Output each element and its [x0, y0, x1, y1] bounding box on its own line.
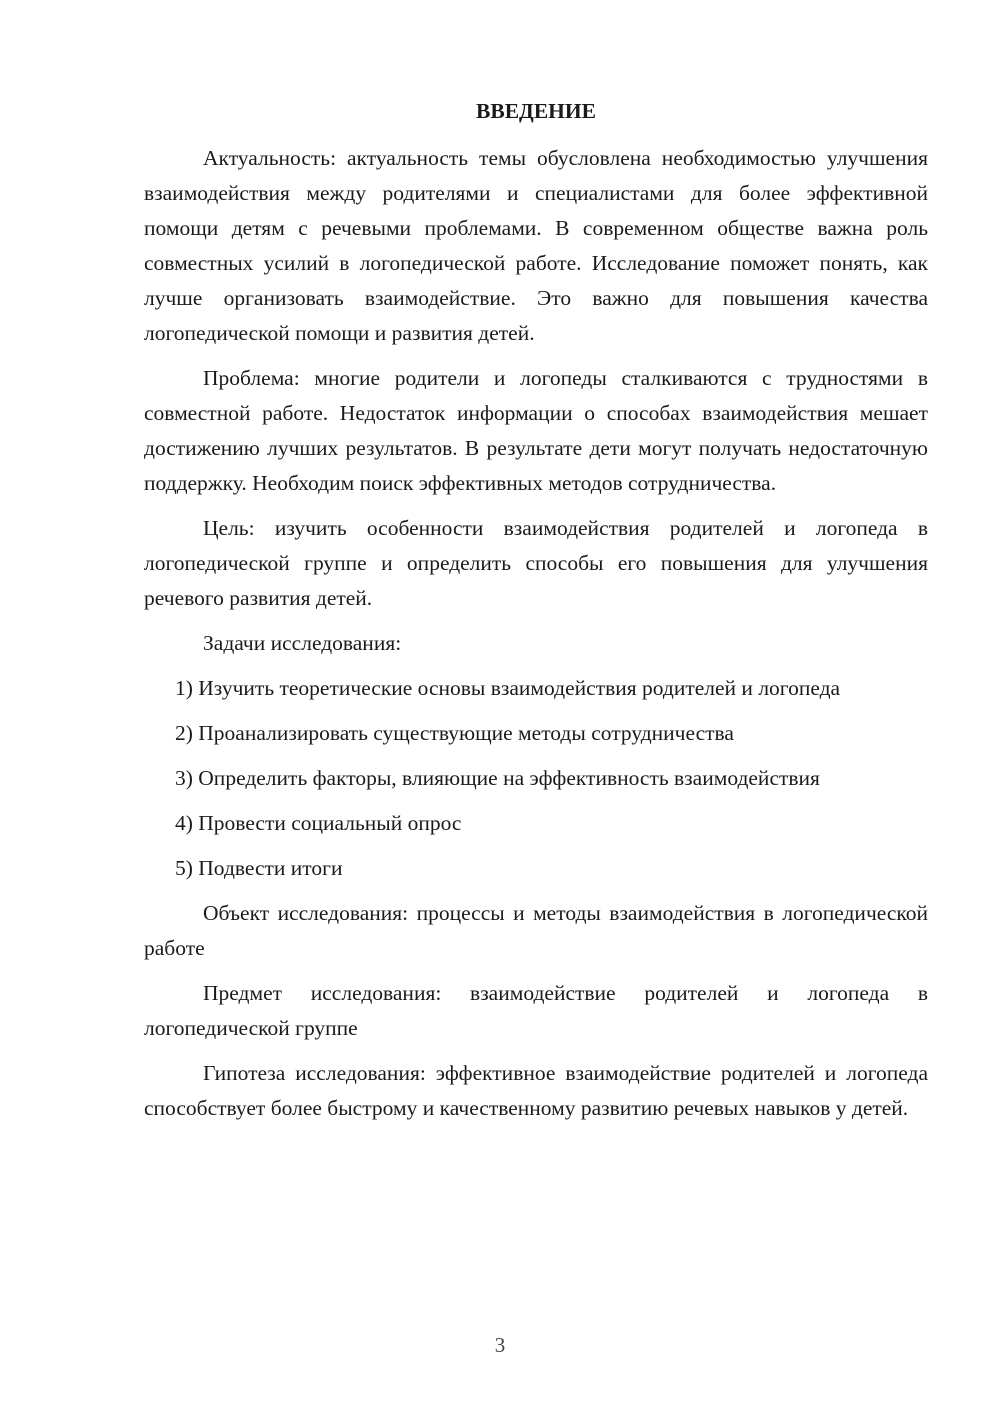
tasks-list — [144, 671, 928, 886]
task-item-2: 2) Проанализировать существующие методы сотрудничества — [175, 721, 734, 745]
paragraph-tasks-heading: Задачи исследования: — [203, 631, 402, 655]
paragraph-object: Объект исследования: процессы и методы взаимодействия в логопедической работе — [144, 901, 928, 960]
paragraph-hypothesis: Гипотеза исследования: эффективное взаимодействие родителей и логопеда способствует более быстрому и качественному развитию речевых навыков у детей. — [144, 1061, 928, 1120]
paragraph-problem: Проблема: многие родители и логопеды сталкиваются с трудностями в совместной работе. Недостаток информации о способах взаимодействия мешает достижению лучших результатов. В результате дети могут получать недостаточную поддержку. Необходим поиск эффективных методов сотрудничества. — [144, 366, 928, 495]
task-item-4: 4) Провести социальный опрос — [175, 811, 462, 835]
page-content — [144, 94, 928, 1136]
section-title: ВВЕДЕНИЕ — [476, 99, 596, 123]
page-number: 3 — [494, 1333, 506, 1357]
paragraph-subject: Предмет исследования: взаимодействие родителей и логопеда в логопедической группе — [144, 981, 928, 1040]
paragraph-relevance: Актуальность: актуальность темы обусловлена необходимостью улучшения взаимодействия между родителями и специалистами для более эффективной помощи детям с речевыми проблемами. В современном обществе важна роль совместных усилий в логопедической работе. Исследование поможет понять, как лучше организовать взаимодействие. Это важно для повышения качества логопедической помощи и развития детей. — [144, 146, 928, 345]
task-item-1: 1) Изучить теоретические основы взаимодействия родителей и логопеда — [175, 676, 841, 700]
paragraph-goal: Цель: изучить особенности взаимодействия родителей и логопеда в логопедической группе и определить способы его повышения для улучшения речевого развития детей. — [144, 516, 928, 610]
task-item-3: 3) Определить факторы, влияющие на эффективность взаимодействия — [175, 766, 820, 790]
task-item-5: 5) Подвести итоги — [175, 856, 343, 880]
